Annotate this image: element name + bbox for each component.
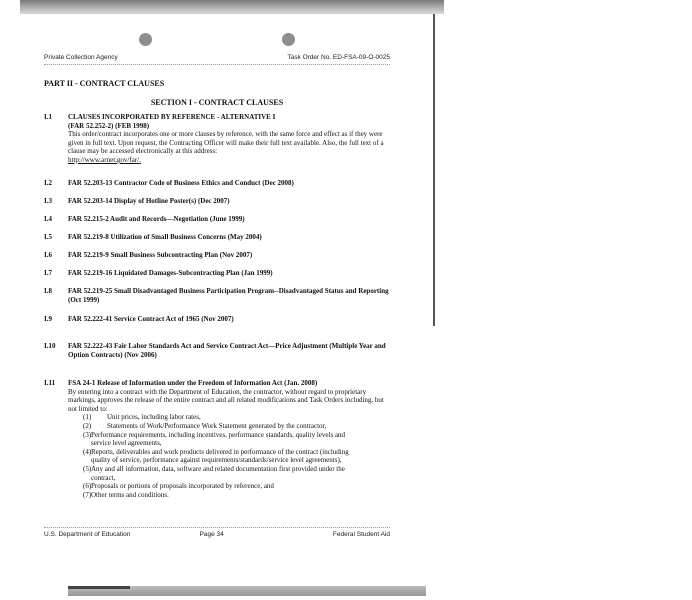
clause-i10 (44, 342, 394, 359)
clause-title: FAR 52.203-13 Contractor Code of Business Ethics and Conduct (Dec 2008) (68, 179, 294, 187)
clause-title: FAR 52.203-14 Display of Hotline Poster(s) (Dec 2007) (68, 197, 230, 205)
list-item: (7) Other terms and conditions. (83, 490, 169, 499)
list-item: (1) Unit prices, including labor rates, (83, 413, 201, 422)
clause-number: I.8 (44, 287, 52, 295)
clause-number: I.11 (44, 379, 56, 387)
scan-edge-top (20, 0, 444, 14)
clause-text: This order/contract incorporates one or more clauses by reference, with the same force and effect as if they were given in full text. Upon request, the Contracting Officer will make their full text available. Also, the full text of a clause may be accessed electronically at this address: (68, 130, 384, 156)
scan-edge-right (433, 14, 435, 326)
footer-office: Federal Student Aid (332, 531, 390, 538)
clause-i5 (44, 233, 394, 242)
header-task-order: Task Order No. ED-FSA-09-O-0025 (287, 54, 390, 61)
clause-i4 (44, 215, 394, 224)
list-item: (5) Any and all information, data, software and related documentation first provided under the contract, (83, 464, 345, 482)
clause-title: FAR 52.219-9 Small Business Subcontracting Plan (Nov 2007) (68, 251, 253, 259)
clause-number: I.7 (44, 269, 52, 277)
clause-i6 (44, 251, 394, 260)
punch-hole-right (282, 33, 295, 46)
clause-title: FAR 52.219-16 Liquidated Damages-Subcontracting Plan (Jan 1999) (68, 269, 273, 277)
clause-i2 (44, 179, 394, 188)
clause-i9 (44, 315, 394, 324)
clause-number: I.9 (44, 315, 52, 323)
part-title: PART II - CONTRACT CLAUSES (44, 79, 165, 88)
list-item: (6) Proposals or portions of proposals incorporated by reference, and (83, 482, 274, 491)
page-number: Page 34 (199, 531, 224, 538)
clause-title: FAR 52.219-8 Utilization of Small Business Concerns (May 2004) (68, 233, 262, 241)
clause-i7 (44, 269, 394, 278)
clause-number: I.5 (44, 233, 52, 241)
far-link[interactable]: http://www.arnet.gov/far/. (68, 155, 141, 164)
clause-number: I.1 (44, 113, 52, 121)
footer-department: U.S. Department of Education (44, 531, 131, 538)
clause-i11 (44, 379, 394, 499)
list-item: (3) Performance requirements, including incentives, performance standards, quality levels and service level agreements, (83, 430, 346, 448)
header-rule (44, 64, 390, 65)
clause-title: CLAUSES INCORPORATED BY REFERENCE - ALTERNATIVE I (68, 113, 276, 121)
clause-i8 (44, 287, 394, 304)
scan-edge-bottom-mark (68, 586, 130, 589)
section-title: SECTION I - CONTRACT CLAUSES (150, 98, 284, 107)
release-items-list (68, 413, 394, 499)
clause-subtitle: (FAR 52.252-2) (FEB 1998) (68, 121, 150, 130)
clause-title: FAR 52.219-25 Small Disadvantaged Business Participation Program--Disadvantaged Status and Reporting (Oct 1999) (68, 287, 389, 304)
clause-number: I.6 (44, 251, 52, 259)
clause-title: FAR 52.215-2 Audit and Records—Negotiation (June 1999) (68, 215, 245, 223)
clause-number: I.2 (44, 179, 52, 187)
footer-rule (44, 527, 390, 528)
clause-title: FAR 52.222-43 Fair Labor Standards Act and Service Contract Act—Price Adjustment (Multiple Year and Option Contracts) (Nov 2006) (68, 342, 386, 359)
clause-number: I.4 (44, 215, 52, 223)
clause-text: By entering into a contract with the Department of Education, the contractor, without regard to proprietary markings, approves the release of the entire contract and all related modifications and Task Orders including, but not limited to: (68, 387, 384, 413)
clause-number: I.3 (44, 197, 52, 205)
header-agency: Private Collection Agency (44, 54, 118, 61)
list-item: (4) Reports, deliverables and work products delivered in performance of the contract (including quality of service, performance against requirements/standards/service level agreements), (83, 447, 349, 465)
list-item: (2) Statements of Work/Performance Work Statement generated by the contractor, (83, 421, 327, 430)
punch-hole-left (139, 33, 152, 46)
clause-title: FSA 24-1 Release of Information under the Freedom of Information Act (Jan. 2008) (68, 379, 318, 387)
clause-i3 (44, 197, 394, 206)
clause-title: FAR 52.222-41 Service Contract Act of 1965 (Nov 2007) (68, 315, 234, 323)
clause-i1 (44, 113, 394, 165)
running-footer (44, 531, 390, 538)
clause-number: I.10 (44, 342, 56, 350)
running-header (44, 54, 390, 61)
